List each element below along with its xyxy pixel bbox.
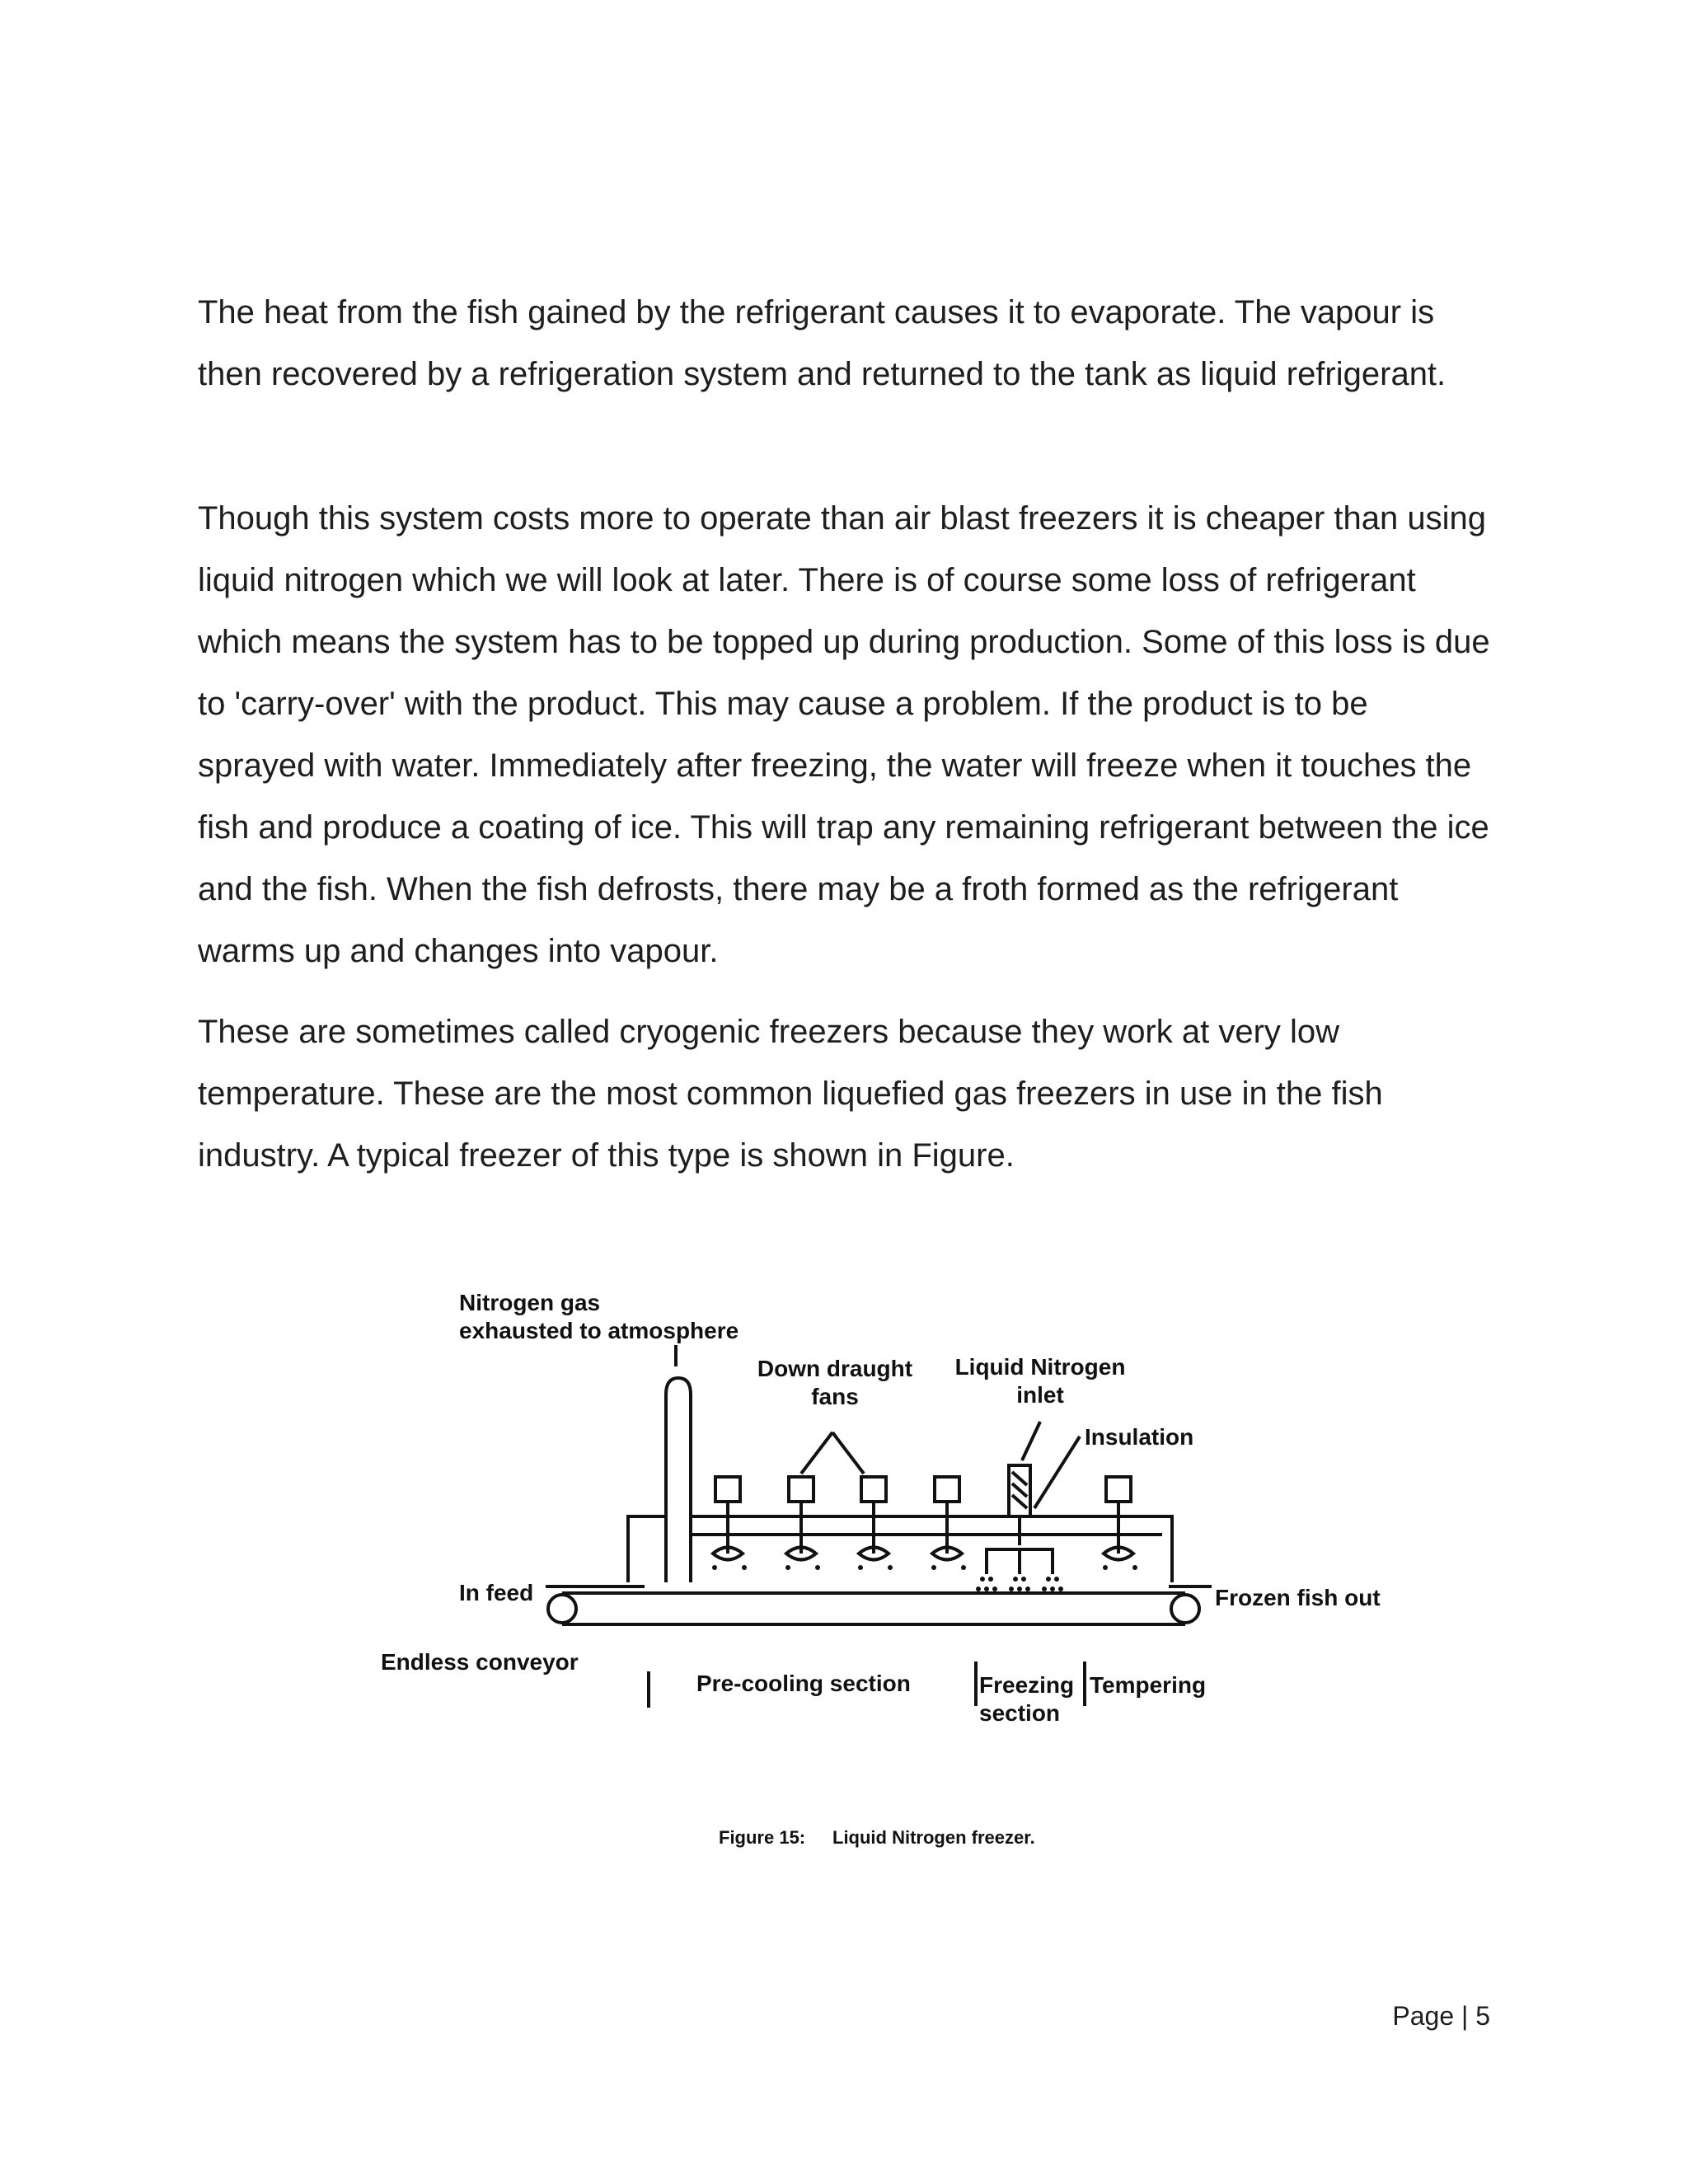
label-endless-conveyor: Endless conveyor [381, 1649, 579, 1675]
fans-pointer-left [801, 1432, 832, 1474]
insulation-pointer [1034, 1436, 1080, 1508]
paragraph-refrigerant-evaporation: The heat from the fish gained by the refrigerant causes it to evaporate. The vapour is then recovered by a refrigeration system and returned to the tank as liquid refrigerant. [198, 294, 1447, 392]
figure-caption-title: Liquid Nitrogen freezer. [832, 1827, 1035, 1848]
fan-5 [1104, 1477, 1133, 1560]
fan-3 [859, 1477, 889, 1560]
housing-roof [691, 1516, 1172, 1582]
label-down-draught-1: Down draught [757, 1356, 913, 1381]
inlet-pointer [1022, 1422, 1040, 1460]
paragraph-cryogenic-freezers: These are sometimes called cryogenic freezers because they work at very low temperature. These are the most common liquefied gas freezers in use in the fish industry. A typical freezer of this type is shown in Figure. [198, 1014, 1383, 1174]
label-insulation: Insulation [1085, 1424, 1194, 1450]
label-tempering: Tempering [1090, 1672, 1207, 1698]
fan-2 [786, 1477, 816, 1560]
fans-pointer-right [832, 1432, 864, 1474]
paragraph-operating-cost: Though this system costs more to operate than air blast freezers it is cheaper than using liquid nitrogen which we will look at later. There is of course some loss of refrigerant which means the system has to be topped up during production. Some of this loss is due to 'carry-over' with the product. This may cause a problem. If the product is to be sprayed with water. Immediately after freezing, the water will freeze when it touches the fish and produce a coating of ice. This will trap any remaining refrigerant between the ice and the fish. When the fish defrosts, there may be a froth formed as the refrigerant warms up and changes into vapour. [198, 500, 1490, 969]
label-down-draught-2: fans [811, 1384, 859, 1409]
nitrogen-spray-dots [712, 1565, 1137, 1591]
freezer-diagram [0, 1269, 1688, 1896]
liquid-nitrogen-freezer-figure [0, 1269, 1688, 1896]
label-freezing-2: section [979, 1700, 1061, 1726]
label-nitrogen-gas-2: exhausted to atmosphere [459, 1318, 739, 1343]
page-number: Page | 5 [1392, 2001, 1490, 2031]
label-frozen-fish-out: Frozen fish out [1215, 1585, 1381, 1610]
label-nitrogen-gas-1: Nitrogen gas [459, 1290, 601, 1315]
figure-caption-number: Figure 15: [719, 1827, 806, 1848]
label-liquid-nitrogen-2: inlet [1016, 1382, 1064, 1408]
label-pre-cooling: Pre-cooling section [696, 1671, 911, 1696]
exhaust-stack [666, 1378, 691, 1582]
fan-4 [932, 1477, 962, 1560]
conveyor-roller-left [548, 1595, 576, 1623]
conveyor-roller-right [1171, 1595, 1199, 1623]
housing-left-wall [628, 1516, 666, 1582]
fan-1 [713, 1477, 743, 1560]
label-liquid-nitrogen-1: Liquid Nitrogen [954, 1354, 1126, 1380]
label-freezing-1: Freezing [979, 1672, 1075, 1698]
label-in-feed: In feed [459, 1580, 534, 1605]
